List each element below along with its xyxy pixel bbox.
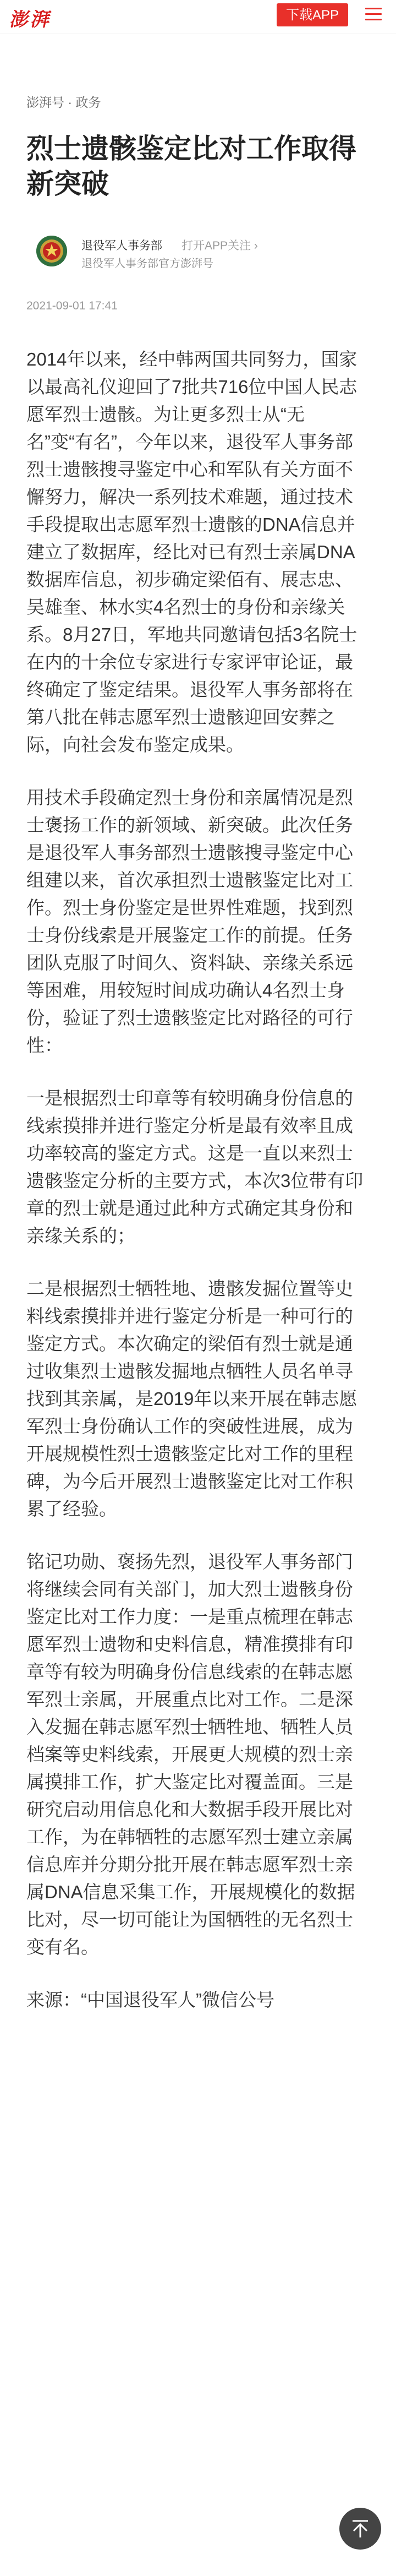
back-to-top-icon	[339, 2508, 381, 2550]
article-title: 烈士遗骸鉴定比对工作取得新突破	[26, 133, 356, 199]
author-description: 退役军人事务部官方澎湃号	[81, 258, 213, 270]
article-body	[26, 346, 370, 2014]
article-paragraph: 2014年以来，经中韩两国共同努力，国家以最高礼仪迎回了7批共716位中国人民志愿军烈士遗骸。为让更多烈士从“无名”变“有名”，今年以来，退役军人事务部烈士遗骸搜寻鉴定中心和军队有关方面不懈努力，解决一系列技术难题，通过技术手段提取出志愿军烈士遗骸的DNA信息并建立了数据库，经比对已有烈士亲属DNA数据库信息，初步确定梁佰有、展志忠、吴雄奎、林水实4名烈士的身份和亲缘关系。8月27日，军地共同邀请包括3名院士在内的十余位专家进行专家评审论证，最终确定了鉴定结果。退役军人事务部将在第八批在韩志愿军烈士遗骸迎回安葬之际，向社会发布鉴定成果。	[26, 349, 358, 755]
top-bar	[0, 0, 396, 34]
author-name[interactable]: 退役军人事务部	[81, 239, 162, 252]
author-avatar[interactable]	[36, 236, 67, 266]
site-logo[interactable]: 澎湃	[8, 9, 55, 31]
publish-time: 2021-09-01 17:41	[26, 299, 118, 312]
article-paragraph: 二是根据烈士牺牲地、遗骸发掘位置等史料线索摸排并进行鉴定分析是一种可行的鉴定方式。本次确定的梁佰有烈士就是通过收集烈士遗骸发掘地点牺牲人员名单寻找到其亲属，是2019年以来开展在韩志愿军烈士身份确认工作的突破性进展，成为开展规模性烈士遗骸鉴定比对工作的里程碑，为今后开展烈士遗骸鉴定比对工作积累了经验。	[26, 1278, 358, 1519]
article-source: 来源：“中国退役军人”微信公号	[26, 1990, 274, 2010]
article-paragraph: 一是根据烈士印章等有较明确身份信息的线索摸排并进行鉴定分析是最有效率且成功率较高的鉴定方式。这是一直以来烈士遗骸鉴定分析的主要方式，本次3位带有印章的烈士就是通过此种方式确定其身份和亲缘关系的；	[26, 1088, 364, 1246]
download-app-button[interactable]: 下载APP	[277, 3, 348, 26]
back-to-top-button[interactable]	[339, 2508, 381, 2550]
breadcrumb[interactable]: 澎湃号 · 政务	[26, 95, 101, 110]
article-paragraph: 铭记功勋、褒扬先烈，退役军人事务部门将继续会同有关部门，加大烈士遗骸身份鉴定比对工作力度：一是重点梳理在韩志愿军烈士遗物和史料信息，精准摸排有印章等有较为明确身份信息线索的在韩志愿军烈士亲属，开展重点比对工作。二是深入发掘在韩志愿军烈士牺牲地、牺牲人员档案等史料线索，开展更大规模的烈士亲属摸排工作，扩大鉴定比对覆盖面。三是研究启动用信息化和大数据手段开展比对工作，为在韩牺牲的志愿军烈士建立亲属信息库并分期分批开展在韩志愿军烈士亲属DNA信息采集工作，开展规模化的数据比对，尽一切可能让为国牺牲的无名烈士变有名。	[26, 1551, 355, 1957]
emblem-icon	[36, 236, 67, 266]
article-paragraph: 用技术手段确定烈士身份和亲属情况是烈士褒扬工作的新领域、新突破。此次任务是退役军人事务部烈士遗骸搜寻鉴定中心组建以来，首次承担烈士遗骸鉴定比对工作。烈士身份鉴定是世界性难题，找到烈士身份线索是开展鉴定工作的前提。任务团队克服了时间久、资料缺、亲缘关系远等困难，用较短时间成功确认4名烈士身份，验证了烈士遗骸鉴定比对路径的可行性：	[26, 787, 353, 1055]
menu-icon[interactable]	[365, 8, 382, 21]
follow-in-app-link[interactable]: 打开APP关注 ›	[182, 239, 258, 252]
